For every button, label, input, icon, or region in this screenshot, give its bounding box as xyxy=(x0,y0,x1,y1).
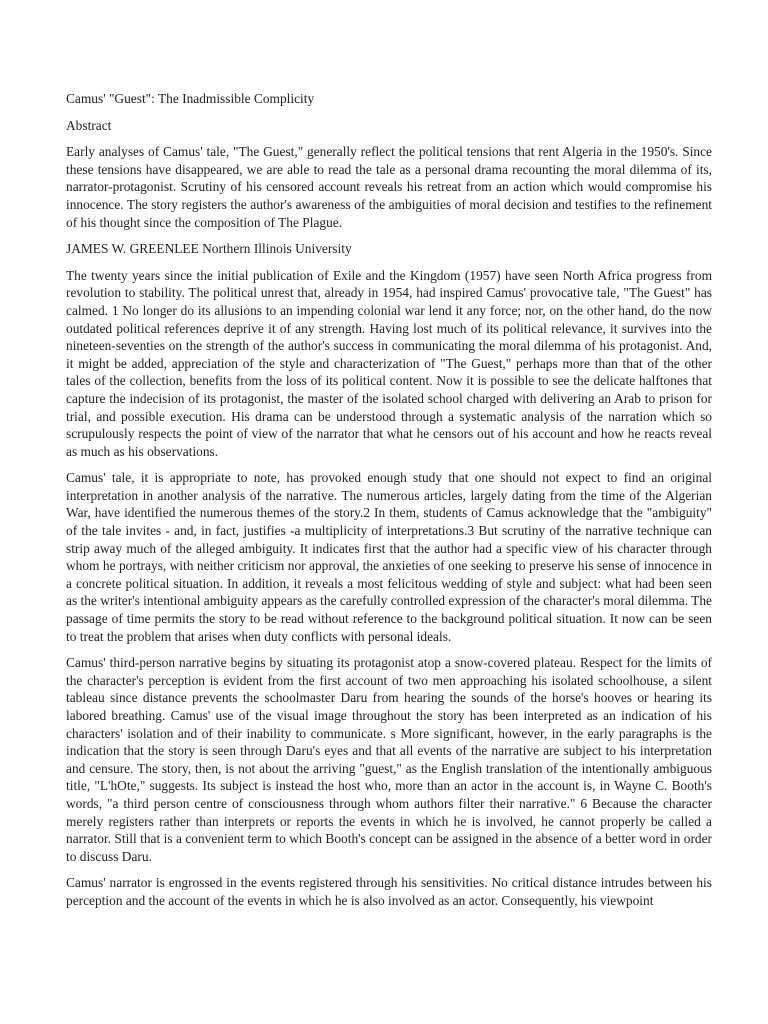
abstract-heading: Abstract xyxy=(66,117,112,133)
body-paragraph: Camus' third-person narrative begins by situating its protagonist atop a snow-covered plateau. Respect for the limits of the character's perception is evident from the first account of two men approaching his isolated schoolhouse, a silent tableau since distance prevents the schoolmaster Daru from hearing the sounds of the horse's hooves or hearing its labored breathing. Camus' use of the visual image throughout the story has been interpreted as an indication of his characters' isolation and of their inability to communicate. s More significant, however, in the early paragraphs is the indication that the story is seen through Daru's eyes and that all events of the narrative are subject to his interpretation and censure. The story, then, is not about the arriving "guest," as the English translation of the intentionally ambiguous title, "L'hOte," suggests. Its subject is instead the host who, more than an actor in the account is, in Wayne C. Booth's words, "a third person centre of consciousness through whom authors filter their narrative." 6 Because the character merely registers rather than interprets or reports the events in which he is involved, he cannot properly be called a narrator. Still that is a convenient term to which Booth's concept can be assigned in the absence of a better word in order to discuss Daru. xyxy=(66,655,712,864)
body-paragraph: Camus' tale, it is appropriate to note, has provoked enough study that one should not expect to find an original interpretation in another analysis of the narrative. The numerous articles, largely dating from the time of the Algerian War, have identified the numerous themes of the story.2 In them, students of Camus acknowledge that the "ambiguity" of the tale invites - and, in fact, justifies -a multiplicity of interpretations.3 But scrutiny of the narrative technique can strip away much of the alleged ambiguity. It indicates first that the author had a specific view of his character through whom he portrays, with neither criticism nor approval, the anxieties of one seeking to preserve his sense of innocence in a concrete political situation. In addition, it reveals a most felicitous wedding of style and subject: what had been seen as the writer's intentional ambiguity appears as the carefully controlled expression of the character's moral dilemma. The passage of time permits the story to be read without reference to the background political situation. It now can be seen to treat the problem that arises when duty conflicts with personal ideals. xyxy=(66,470,712,644)
document-page xyxy=(66,90,712,919)
abstract-paragraph: Early analyses of Camus' tale, "The Guest," generally reflect the political tensions that rent Algeria in the 1950's. Since these tensions have disappeared, we are able to read the tale as a personal drama recounting the moral dilemma of its, narrator-protagonist. Scrutiny of his censored account reveals his retreat from an action which would compromise his innocence. The story registers the author's awareness of the ambiguities of moral decision and testifies to the refinement of his thought since the composition of The Plague. xyxy=(66,144,712,230)
body-paragraph: Camus' narrator is engrossed in the events registered through his sensitivities. No critical distance intrudes between his perception and the account of the events in which he is also involved as an actor. Consequently, his viewpoint xyxy=(66,875,712,908)
author-line: JAMES W. GREENLEE Northern Illinois University xyxy=(66,241,352,257)
document-title: Camus' "Guest": The Inadmissible Complicity xyxy=(66,91,315,106)
body-paragraph: The twenty years since the initial publication of Exile and the Kingdom (1957) have seen North Africa progress from revolution to stability. The political unrest that, already in 1954, had inspired Camus' provocative tale, "The Guest" has calmed. 1 No longer do its allusions to an impending colonial war lend it any force; nor, on the other hand, do the now outdated political references deprive it of any strength. Having lost much of its political relevance, it survives into the nineteen-seventies on the strength of the author's success in communicating the moral dilemma of his protagonist. And, it might be added, appreciation of the style and characterization of "The Guest," perhaps more than that of the other tales of the collection, benefits from the loss of its political content. Now it is possible to see the delicate halftones that capture the indecision of its protagonist, the master of the isolated school charged with delivering an Arab to prison for trial, and possible execution. His drama can be understood through a systematic analysis of the narration which so scrupulously respects the point of view of the narrator that what he censors out of his account and how he reacts reveal as much as his observations. xyxy=(66,267,712,459)
